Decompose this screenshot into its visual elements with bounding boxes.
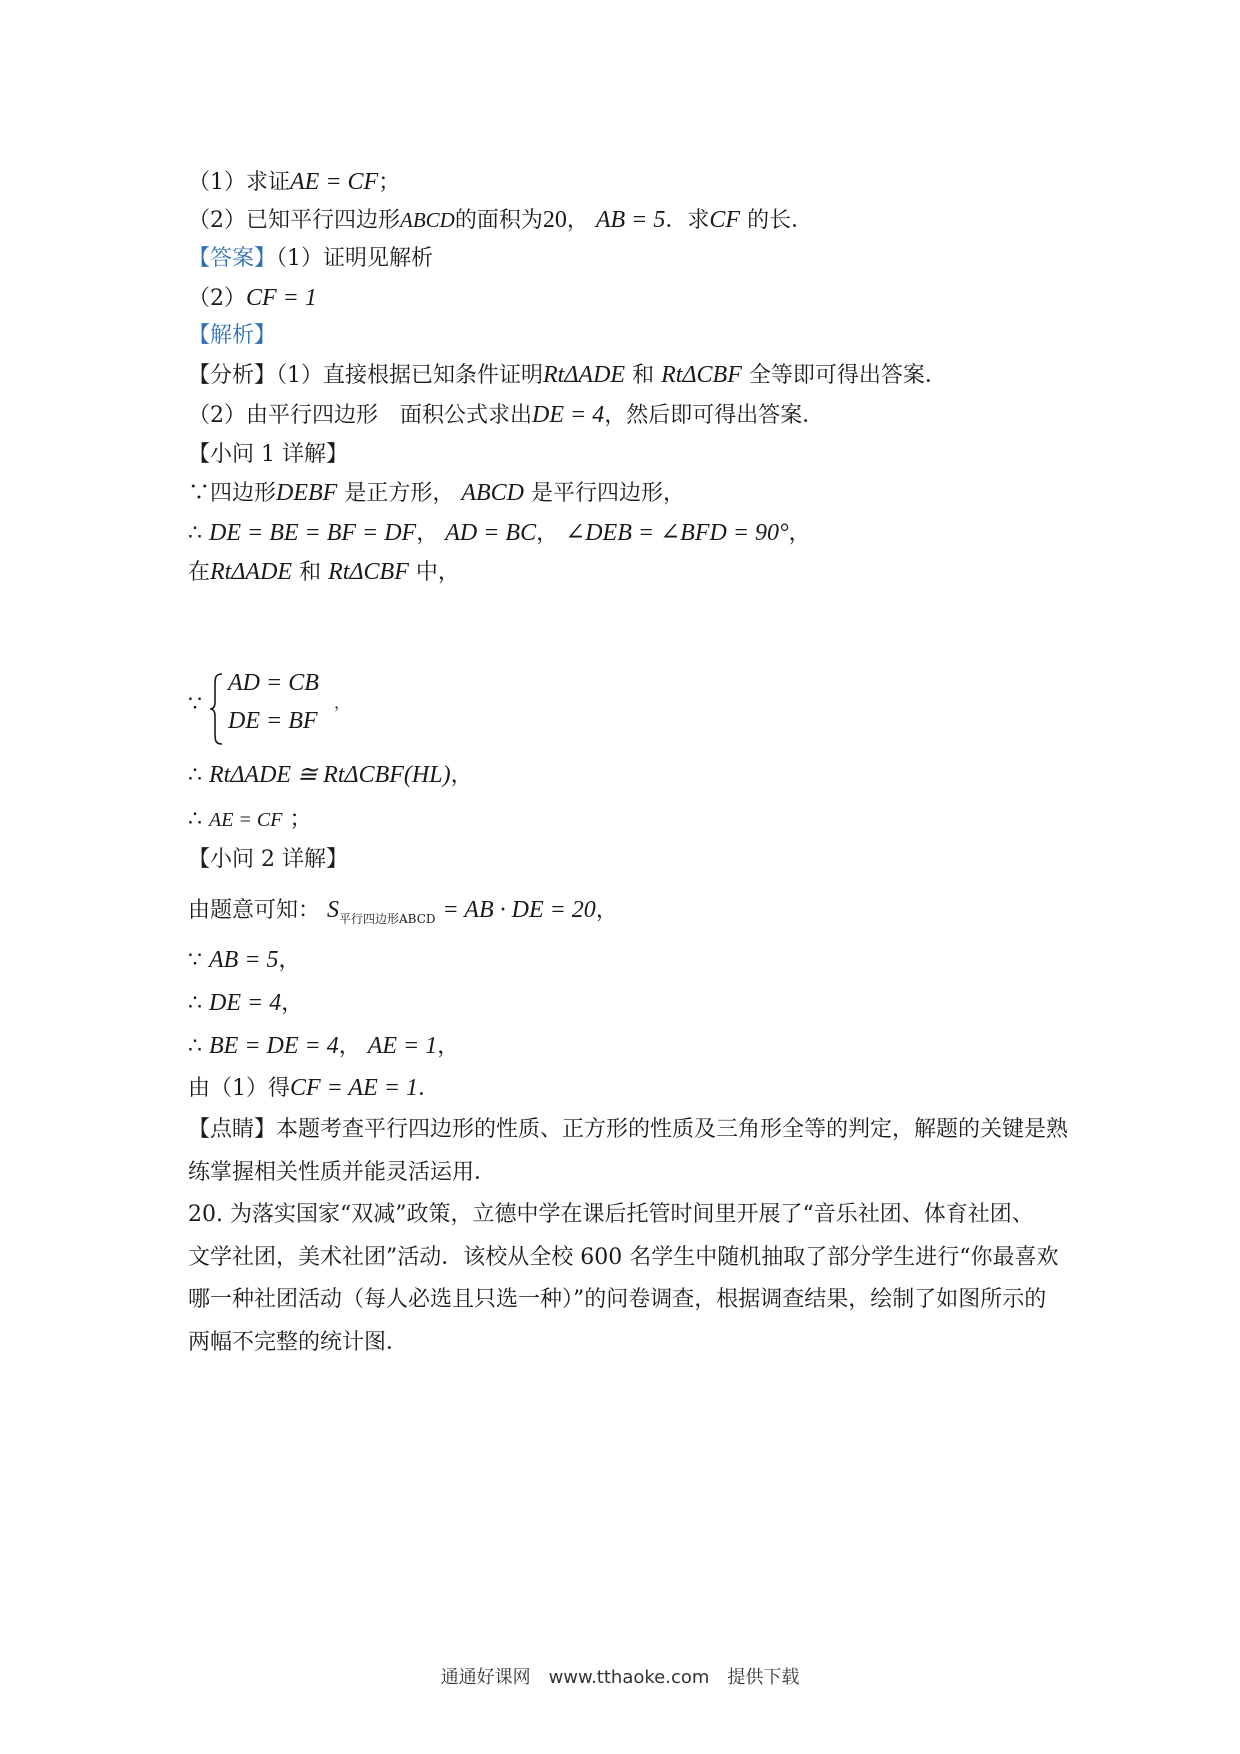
xiaowen2-heading: 【小问 2 详解】 — [188, 847, 348, 872]
answer-tag: 【答案】 — [188, 246, 277, 271]
q19-part2: （2）已知平行四边形ABCD的面积为20， AB = 5．求CF 的长． — [188, 207, 814, 233]
proof-line5: ∴ AE = CF ； — [188, 807, 312, 832]
calc-line3: ∴ BE = DE = 4， AE = 1， — [188, 1033, 460, 1059]
proof-line3: 在RtΔADE 和 RtΔCBF 中， — [188, 559, 460, 585]
calc-line2: ∴ DE = 4， — [188, 990, 304, 1016]
q20-line2: 文学社团，美术社团”活动．该校从全校 600 名学生中随机抽取了部分学生进行“你最喜欢 — [188, 1245, 1059, 1270]
proof-line1: ∵四边形DEBF 是正方形， ABCD 是平行四边形， — [188, 480, 686, 506]
brace-system: ∵ AD = CB DE = BF ， — [188, 668, 488, 748]
proof-line2: ∴ DE = BE = BF = DF， AD = BC， ∠DEB = ∠BFD = 90°， — [188, 520, 811, 546]
q20-line4: 两幅不完整的统计图． — [188, 1330, 409, 1355]
page-footer: 通通好课网 www.tthaoke.com 提供下载 — [440, 1667, 800, 1688]
area-formula-line: 由题意可知： $S_{平行四边形ABCD}$ = AB · DE = 20， — [188, 897, 618, 926]
calc-line4: 由（1）得CF = AE = 1． — [188, 1075, 440, 1101]
q19-part1: （1）求证AE = CF； — [188, 169, 401, 195]
dianjing-line1: 【点睛】本题考查平行四边形的性质、正方形的性质及三角形全等的判定，解题的关键是熟 — [188, 1117, 1069, 1142]
q20-line3: 哪一种社团活动（每人必选且只选一种）”的问卷调查，根据调查结果，绘制了如图所示的 — [188, 1287, 1047, 1312]
xiaowen1-heading: 【小问 1 详解】 — [188, 442, 348, 467]
left-brace-icon — [208, 672, 224, 746]
dianjing-line2: 练掌握相关性质并能灵活运用． — [188, 1160, 497, 1185]
answer-line: 【答案】（1）证明见解析 — [188, 246, 434, 271]
answer2-line: （2）CF = 1 — [188, 285, 317, 311]
q20-line1: 20. 为落实国家“双减”政策，立德中学在课后托管时间里开展了“音乐社团、体育社团、 — [188, 1202, 1034, 1227]
proof-line4: ∴ RtΔADE ≅ RtΔCBF(HL)， — [188, 762, 473, 788]
fenxi-line1: 【分析】（1）直接根据已知条件证明RtΔADE 和 RtΔCBF 全等即可得出答案． — [188, 362, 947, 388]
calc-line1: ∵ AB = 5， — [188, 947, 301, 973]
fenxi-line2: （2）由平行四边形 面积公式求出DE = 4，然后即可得出答案． — [188, 402, 825, 428]
analysis-tag: 【解析】 — [188, 323, 277, 348]
